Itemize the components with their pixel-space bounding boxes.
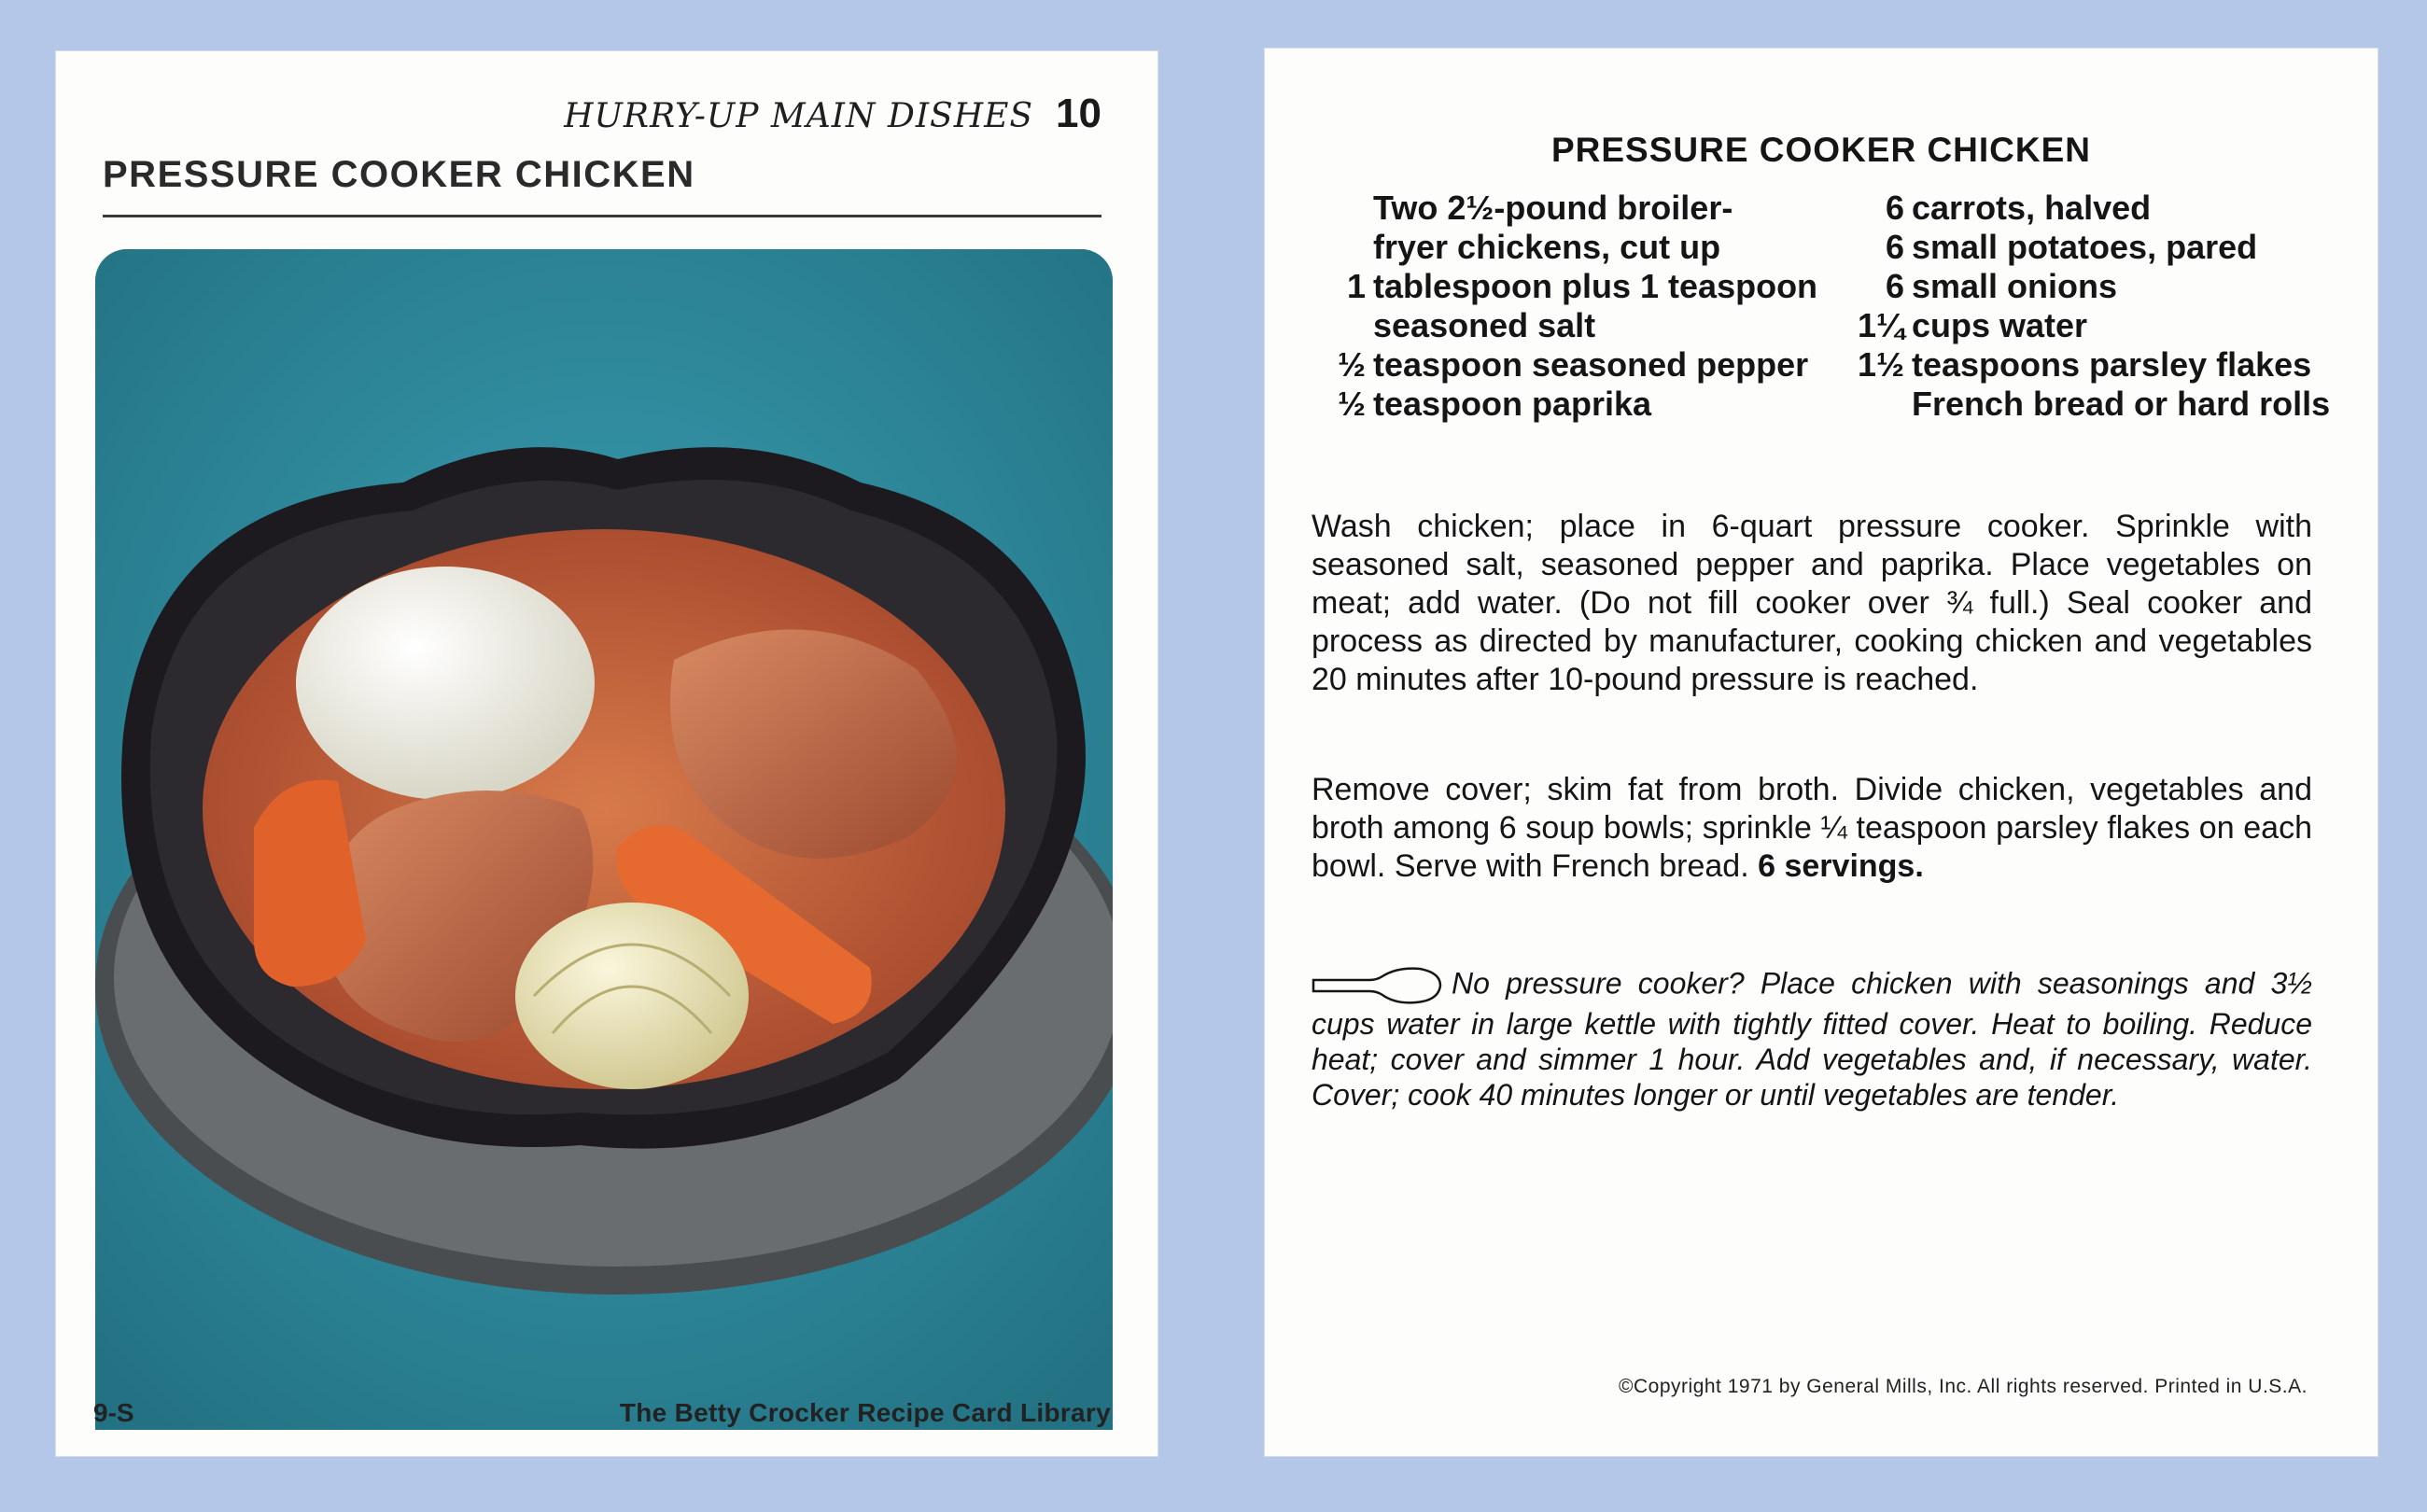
card-code: 9-S (93, 1398, 134, 1427)
ingredient-text: fryer chickens, cut up (1373, 228, 1721, 266)
ingredient-text: tablespoon plus 1 teaspoon (1373, 267, 1818, 305)
ingredient-qty: 6 (1885, 189, 1904, 227)
library-name: The Betty Crocker Recipe Card Library (619, 1398, 1111, 1427)
spoon-icon (1312, 965, 1442, 1006)
ingredient-qty: 1¼ (1857, 306, 1904, 344)
ingredient-row (1825, 189, 2348, 228)
section-number: 10 (1056, 91, 1101, 136)
ingredient-text: teaspoon paprika (1373, 385, 1652, 423)
ingredient-row (1312, 385, 1834, 424)
section-header (564, 91, 1101, 137)
ingredient-qty: 6 (1885, 267, 1904, 305)
ingredient-qty: 6 (1885, 228, 1904, 266)
recipe-title-back: PRESSURE COOKER CHICKEN (1550, 131, 2092, 169)
ingredient-row (1312, 345, 1834, 385)
ingredient-row (1312, 189, 1834, 228)
ingredient-qty: ½ (1337, 345, 1366, 384)
ingredient-qty (1312, 228, 1373, 267)
ingredient-text: French bread or hard rolls (1912, 385, 2331, 423)
ingredient-qty: ½ (1337, 385, 1366, 423)
ingredient-text: teaspoons parsley flakes (1912, 345, 2312, 384)
ingredient-text: small potatoes, pared (1912, 228, 2258, 266)
ingredient-row (1825, 228, 2348, 267)
ingredient-row (1312, 267, 1834, 306)
recipe-photo (95, 249, 1113, 1430)
ingredient-row (1825, 385, 2348, 424)
chicken-stew-illustration (95, 249, 1113, 1430)
ingredient-qty: 1 (1346, 267, 1366, 305)
tip-text: No pressure cooker? Place chicken with seasonings and 3½ cups water in large kettle with tightly fitted cover. Heat to boiling. Reduce heat; cover and simmer 1 hour. Add vegetables and, if necessary, water. Cover; cook 40 minutes longer or until vegetables are tender. (1312, 966, 2312, 1112)
ingredient-qty (1312, 189, 1373, 228)
directions-step-1 (1312, 508, 2312, 699)
copyright-notice: ©Copyright 1971 by General Mills, Inc. All rights reserved. Printed in U.S.A. (1619, 1376, 2308, 1397)
ingredient-qty: 1½ (1857, 345, 1904, 384)
servings-count: 6 servings. (1758, 848, 1924, 884)
ingredient-text: small onions (1912, 267, 2118, 305)
ingredient-qty (1312, 306, 1373, 345)
ingredient-text: Two 2½-pound broiler- (1373, 189, 1733, 227)
ingredient-text: teaspoon seasoned pepper (1373, 345, 1809, 384)
recipe-card-back (1265, 49, 2378, 1456)
ingredient-row (1312, 228, 1834, 267)
directions-step-2 (1312, 771, 2312, 886)
recipe-title-front: PRESSURE COOKER CHICKEN (103, 154, 695, 195)
directions-text-2: Remove cover; skim fat from broth. Divide chicken, vegetables and broth among 6 soup bowls; sprinkle ¼ teaspoon parsley flakes on each bowl. Serve with French bread. (1312, 772, 2312, 884)
ingredient-row (1825, 345, 2348, 385)
ingredient-text: seasoned salt (1373, 306, 1596, 344)
ingredient-text: carrots, halved (1912, 189, 2152, 227)
ingredient-row (1825, 267, 2348, 306)
ingredient-qty (1825, 385, 1912, 424)
ingredients-left-column (1312, 189, 1834, 424)
ingredient-text: cups water (1912, 306, 2088, 344)
directions-text-1: Wash chicken; place in 6-quart pressure cooker. Sprinkle with seasoned salt, seasoned pepper and paprika. Place vegetables on meat; add water. (Do not fill cooker over ¾ full.) Seal cooker and process as directed by manufacturer, cooking chicken and vegetables 20 minutes after 10-pound pressure is reached. (1312, 509, 2312, 697)
section-name: HURRY-UP MAIN DISHES (564, 97, 1034, 135)
tip-paragraph (1312, 965, 2312, 1113)
ingredients-right-column (1825, 189, 2348, 424)
title-divider (103, 215, 1101, 217)
ingredient-row (1312, 306, 1834, 345)
ingredient-row (1825, 306, 2348, 345)
recipe-card-front (56, 51, 1157, 1456)
